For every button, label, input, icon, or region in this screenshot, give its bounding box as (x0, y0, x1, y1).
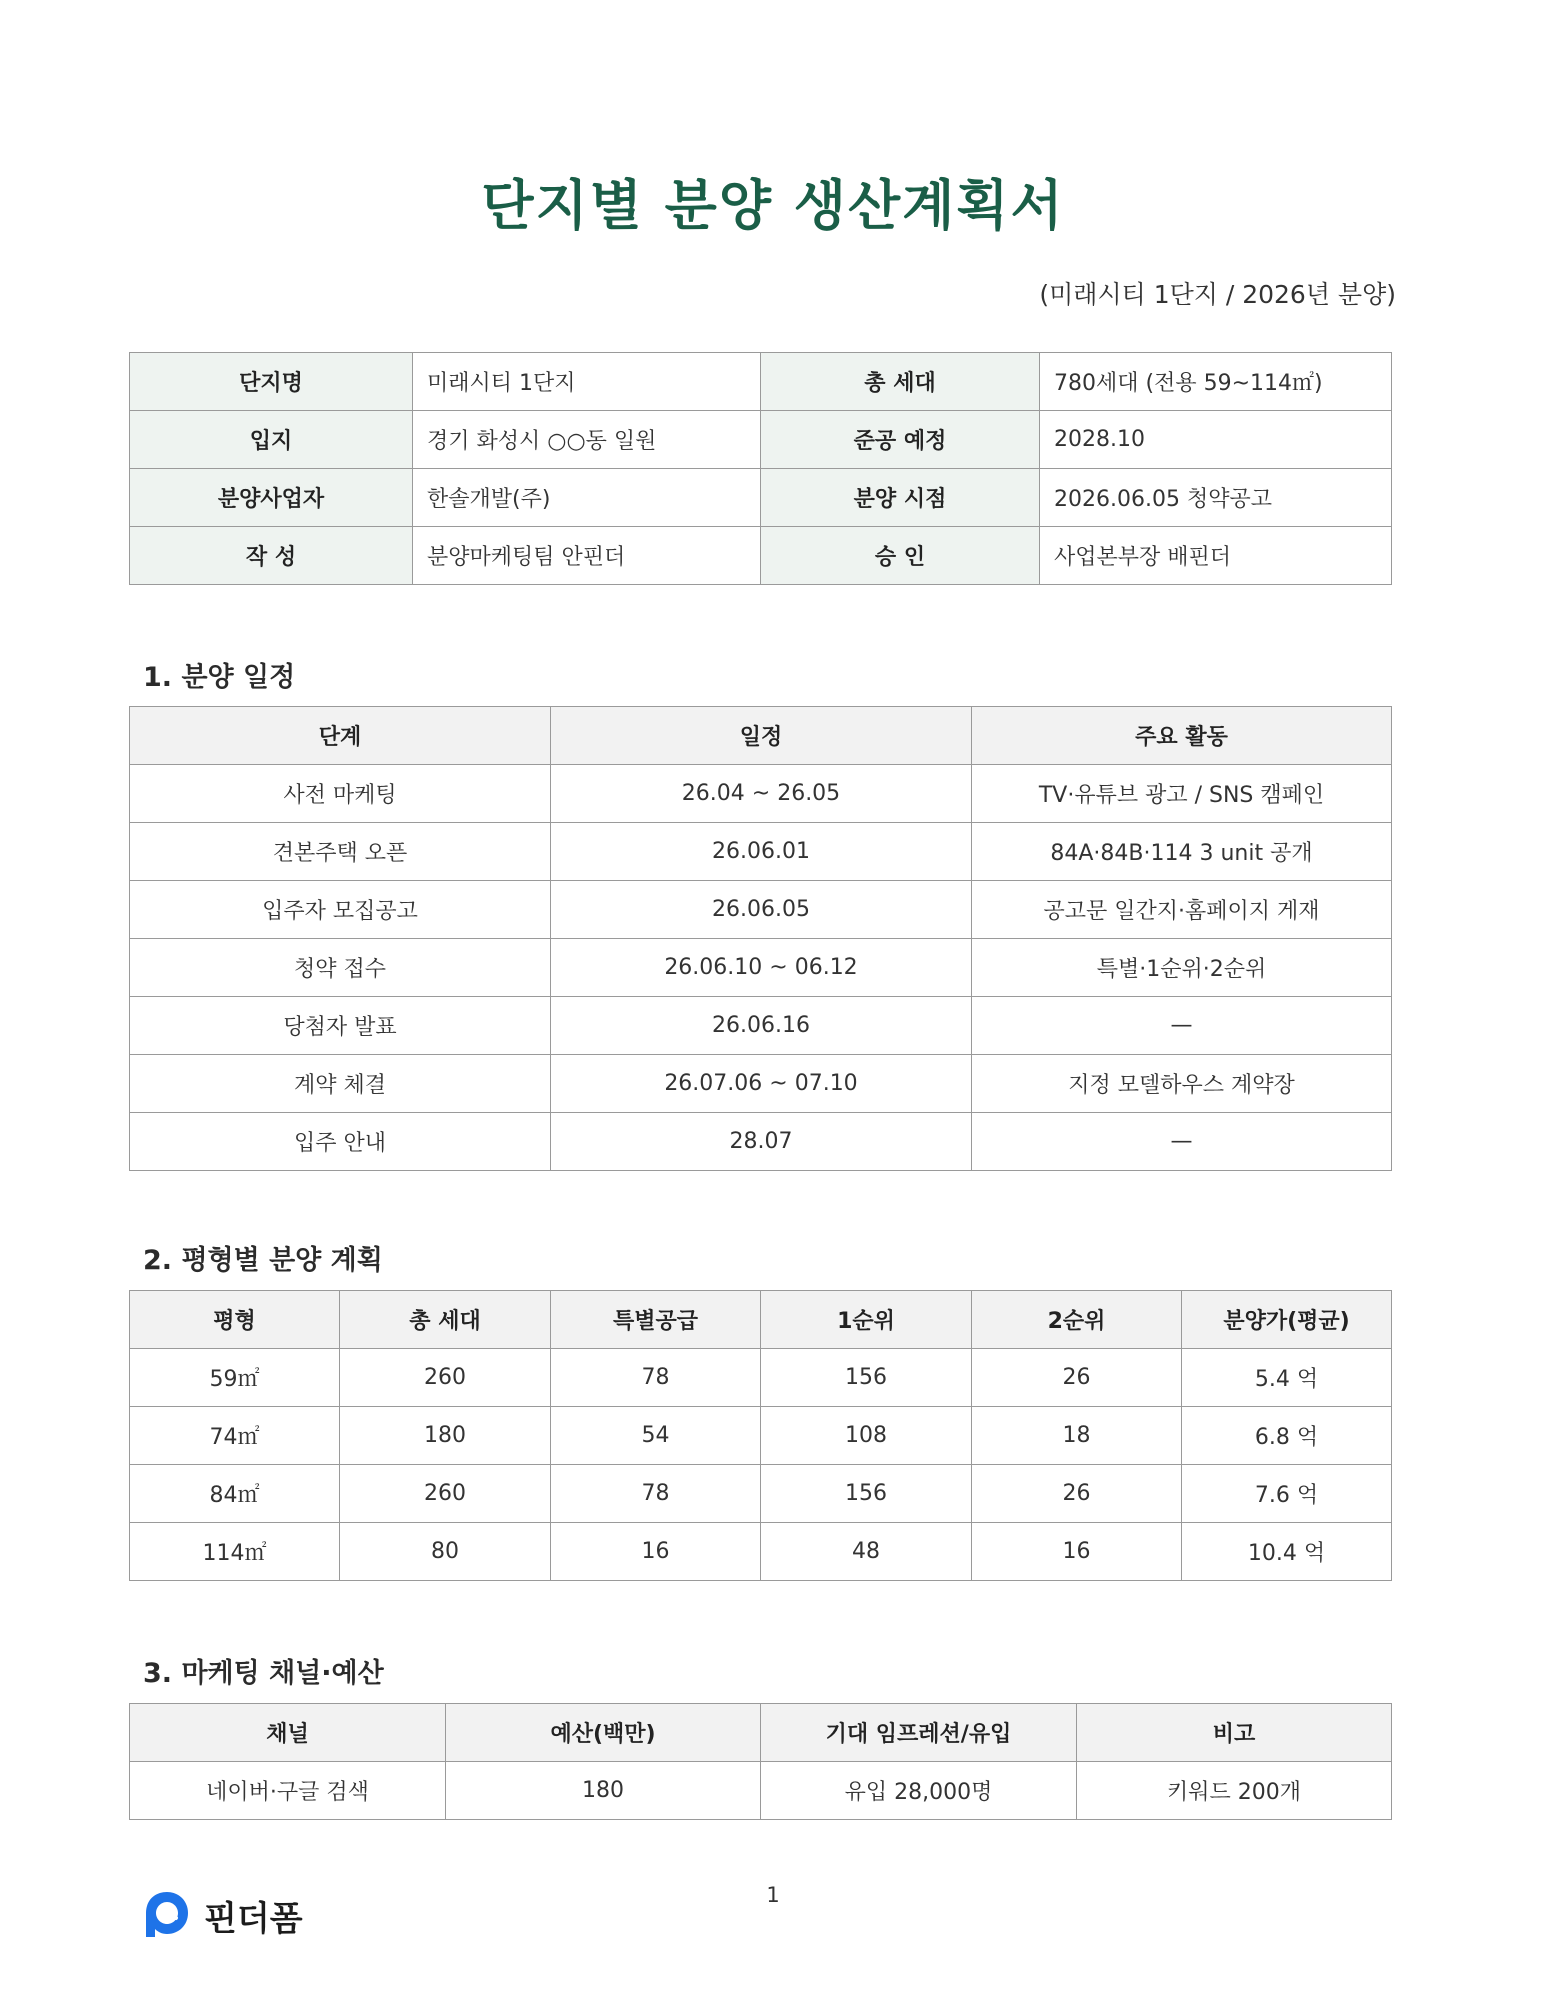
info-value: 경기 화성시 ○○동 일원 (413, 411, 761, 469)
table-cell: 26.04 ~ 26.05 (551, 765, 972, 823)
document-subtitle: (미래시티 1단지 / 2026년 분양) (1039, 280, 1396, 309)
table-cell: 156 (761, 1349, 972, 1407)
table-cell: 180 (340, 1407, 551, 1465)
table-row (130, 1465, 1392, 1523)
column-header: 주요 활동 (972, 707, 1392, 765)
table-cell: 260 (340, 1465, 551, 1523)
channel-table-body (130, 1762, 1392, 1820)
table-cell: 지정 모델하우스 계약장 (972, 1055, 1392, 1113)
table-cell: — (972, 997, 1392, 1055)
column-header: 단계 (130, 707, 551, 765)
unit-plan-table (129, 1290, 1392, 1581)
info-label: 분양사업자 (130, 469, 413, 527)
info-value: 한솔개발(주) (413, 469, 761, 527)
info-row (130, 469, 1392, 527)
table-cell: 입주 안내 (130, 1113, 551, 1171)
table-cell: 78 (551, 1465, 761, 1523)
table-row (130, 1055, 1392, 1113)
info-value: 사업본부장 배핀더 (1040, 527, 1392, 585)
table-cell: 84㎡ (130, 1465, 340, 1523)
table-cell: 26.07.06 ~ 07.10 (551, 1055, 972, 1113)
table-cell: 180 (446, 1762, 761, 1820)
column-header: 채널 (130, 1704, 446, 1762)
table-row (130, 881, 1392, 939)
table-cell: 78 (551, 1349, 761, 1407)
table-cell: 26.06.01 (551, 823, 972, 881)
info-table (129, 352, 1392, 585)
table-cell: 16 (972, 1523, 1182, 1581)
page-title: 단지별 분양 생산계획서 (481, 174, 1065, 237)
info-label: 총 세대 (761, 353, 1040, 411)
column-header: 분양가(평균) (1182, 1291, 1392, 1349)
table-cell: 26 (972, 1349, 1182, 1407)
column-header: 총 세대 (340, 1291, 551, 1349)
table-cell: 59㎡ (130, 1349, 340, 1407)
table-row (130, 1113, 1392, 1171)
table-cell: TV·유튜브 광고 / SNS 캠페인 (972, 765, 1392, 823)
info-value: 780세대 (전용 59~114㎡) (1040, 353, 1392, 411)
channel-budget-table (129, 1703, 1392, 1820)
table-cell: 48 (761, 1523, 972, 1581)
table-cell: 5.4 억 (1182, 1349, 1392, 1407)
table-cell: 74㎡ (130, 1407, 340, 1465)
table-cell: 54 (551, 1407, 761, 1465)
table-cell: 당첨자 발표 (130, 997, 551, 1055)
table-cell: 108 (761, 1407, 972, 1465)
table-cell: — (972, 1113, 1392, 1171)
table-row (130, 1349, 1392, 1407)
table-row (130, 765, 1392, 823)
table-cell: 공고문 일간지·홈페이지 게재 (972, 881, 1392, 939)
table-cell: 80 (340, 1523, 551, 1581)
info-label: 준공 예정 (761, 411, 1040, 469)
table-cell: 26.06.10 ~ 06.12 (551, 939, 972, 997)
section-heading-units: 2. 평형별 분양 계획 (143, 1245, 383, 1276)
table-cell: 156 (761, 1465, 972, 1523)
info-value: 2028.10 (1040, 411, 1392, 469)
table-row (130, 1523, 1392, 1581)
page-number: 1 (766, 1883, 780, 1907)
info-row (130, 527, 1392, 585)
info-label: 승 인 (761, 527, 1040, 585)
info-value: 2026.06.05 청약공고 (1040, 469, 1392, 527)
table-cell: 114㎡ (130, 1523, 340, 1581)
column-header: 일정 (551, 707, 972, 765)
schedule-table (129, 706, 1392, 1171)
table-row (130, 823, 1392, 881)
table-header-row (130, 707, 1392, 765)
info-label: 단지명 (130, 353, 413, 411)
table-cell: 10.4 억 (1182, 1523, 1392, 1581)
info-label: 분양 시점 (761, 469, 1040, 527)
table-cell: 26.06.16 (551, 997, 972, 1055)
column-header: 1순위 (761, 1291, 972, 1349)
table-cell: 견본주택 오픈 (130, 823, 551, 881)
section-heading-schedule: 1. 분양 일정 (143, 662, 296, 693)
table-row (130, 939, 1392, 997)
table-cell: 26 (972, 1465, 1182, 1523)
table-cell: 18 (972, 1407, 1182, 1465)
table-cell: 유입 28,000명 (761, 1762, 1077, 1820)
info-label: 입지 (130, 411, 413, 469)
table-cell: 16 (551, 1523, 761, 1581)
column-header: 특별공급 (551, 1291, 761, 1349)
table-cell: 260 (340, 1349, 551, 1407)
table-cell: 7.6 억 (1182, 1465, 1392, 1523)
info-row (130, 353, 1392, 411)
table-cell: 특별·1순위·2순위 (972, 939, 1392, 997)
info-row (130, 411, 1392, 469)
table-row (130, 997, 1392, 1055)
table-header-row (130, 1704, 1392, 1762)
table-cell: 청약 접수 (130, 939, 551, 997)
table-cell: 84A·84B·114 3 unit 공개 (972, 823, 1392, 881)
table-header-row (130, 1291, 1392, 1349)
section-heading-channels: 3. 마케팅 채널·예산 (143, 1658, 384, 1689)
table-cell: 6.8 억 (1182, 1407, 1392, 1465)
unit-plan-table-body (130, 1349, 1392, 1581)
info-label: 작 성 (130, 527, 413, 585)
column-header: 예산(백만) (446, 1704, 761, 1762)
column-header: 평형 (130, 1291, 340, 1349)
table-cell: 26.06.05 (551, 881, 972, 939)
table-cell: 키워드 200개 (1077, 1762, 1392, 1820)
table-cell: 사전 마케팅 (130, 765, 551, 823)
table-cell: 계약 체결 (130, 1055, 551, 1113)
column-header: 비고 (1077, 1704, 1392, 1762)
table-cell: 네이버·구글 검색 (130, 1762, 446, 1820)
table-cell: 28.07 (551, 1113, 972, 1171)
column-header: 2순위 (972, 1291, 1182, 1349)
table-cell: 입주자 모집공고 (130, 881, 551, 939)
logo-text: 핀더폼 (204, 1898, 303, 1939)
table-row (130, 1407, 1392, 1465)
info-table-body (130, 353, 1392, 585)
info-value: 미래시티 1단지 (413, 353, 761, 411)
info-value: 분양마케팅팀 안핀더 (413, 527, 761, 585)
schedule-table-body (130, 765, 1392, 1171)
column-header: 기대 임프레션/유입 (761, 1704, 1077, 1762)
table-row (130, 1762, 1392, 1820)
